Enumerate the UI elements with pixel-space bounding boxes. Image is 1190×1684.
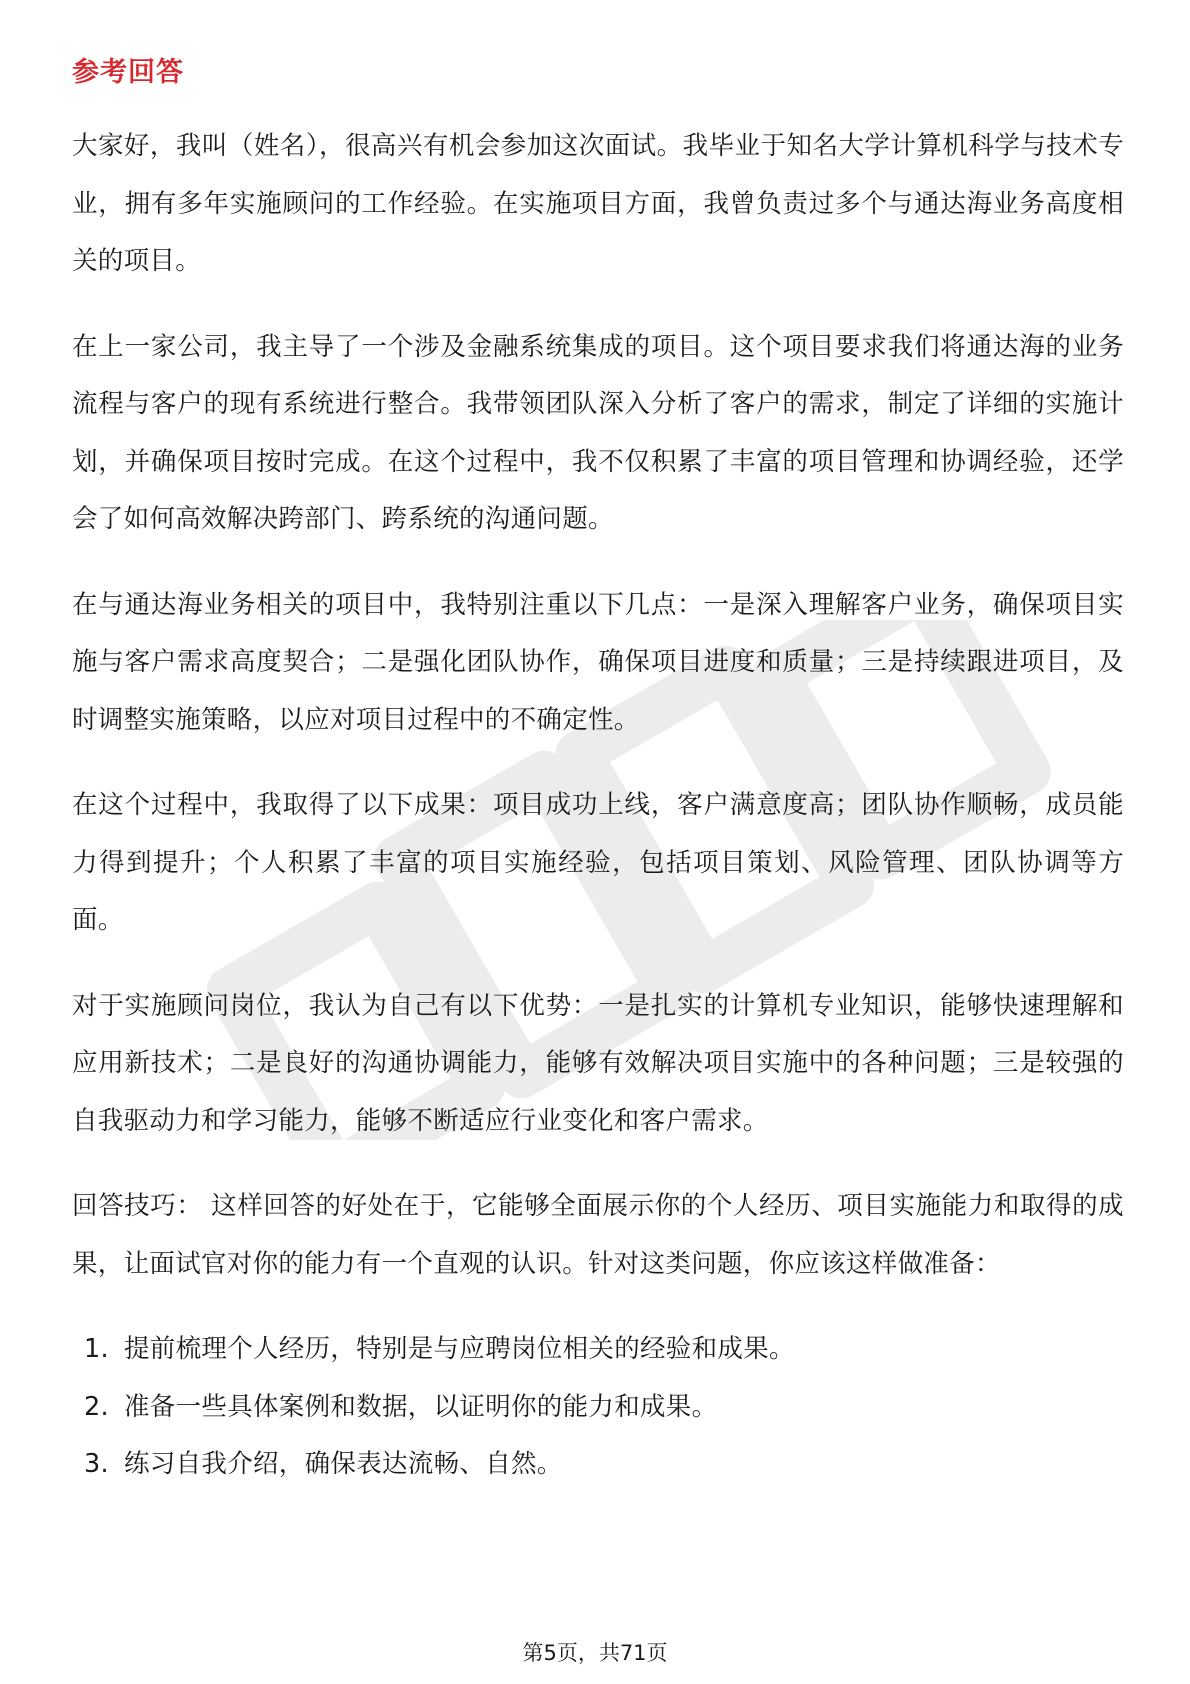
paragraph-answer-tips: 回答技巧： 这样回答的好处在于，它能够全面展示你的个人经历、项目实施能力和取得的成果，让面试官对你的能力有一个直观的认识。针对这类问题，你应该这样做准备： <box>72 1191 1124 1279</box>
paragraph-achievements: 在这个过程中，我取得了以下成果：项目成功上线，客户满意度高；团队协作顺畅，成员能力得到提升；个人积累了丰富的项目实施经验，包括项目策划、风险管理、团队协调等方面。 <box>72 790 1124 935</box>
list-item-text: 提前梳理个人经历，特别是与应聘岗位相关的经验和成果。 <box>124 1334 795 1364</box>
list-item-text: 练习自我介绍，确保表达流畅、自然。 <box>124 1449 563 1479</box>
list-item-number: 1. <box>84 1334 109 1364</box>
preparation-list <box>72 1321 1124 1494</box>
section-heading: 参考回答 <box>72 57 184 88</box>
list-item-text: 准备一些具体案例和数据，以证明你的能力和成果。 <box>124 1391 718 1422</box>
list-item-number: 3. <box>84 1449 109 1479</box>
list-item <box>72 1436 1124 1494</box>
list-item <box>72 1379 1124 1437</box>
paragraph-project-experience: 在上一家公司，我主导了一个涉及金融系统集成的项目。这个项目要求我们将通达海的业务流程与客户的现有系统进行整合。我带领团队深入分析了客户的需求，制定了详细的实施计划，并确保项目按时完成。在这个过程中，我不仅积累了丰富的项目管理和协调经验，还学会了如何高效解决跨部门、跨系统的沟通问题。 <box>72 331 1124 534</box>
paragraph-advantages: 对于实施顾问岗位，我认为自己有以下优势：一是扎实的计算机专业知识，能够快速理解和应用新技术；二是良好的沟通协调能力，能够有效解决项目实施中的各种问题；三是较强的自我驱动力和学习能力，能够不断适应行业变化和客户需求。 <box>72 990 1124 1136</box>
list-item <box>72 1321 1124 1379</box>
page-number: 第5页，共71页 <box>522 1641 668 1665</box>
paragraph-introduction: 大家好，我叫（姓名），很高兴有机会参加这次面试。我毕业于知名大学计算机科学与技术专业，拥有多年实施顾问的工作经验。在实施项目方面，我曾负责过多个与通达海业务高度相关的项目。 <box>72 131 1124 276</box>
list-item-number: 2. <box>84 1391 109 1422</box>
answer-content <box>72 118 1124 1494</box>
paragraph-key-points: 在与通达海业务相关的项目中，我特别注重以下几点：一是深入理解客户业务，确保项目实施与客户需求高度契合；二是强化团队协作，确保项目进度和质量；三是持续跟进项目，及时调整实施策略，以应对项目过程中的不确定性。 <box>72 589 1124 735</box>
